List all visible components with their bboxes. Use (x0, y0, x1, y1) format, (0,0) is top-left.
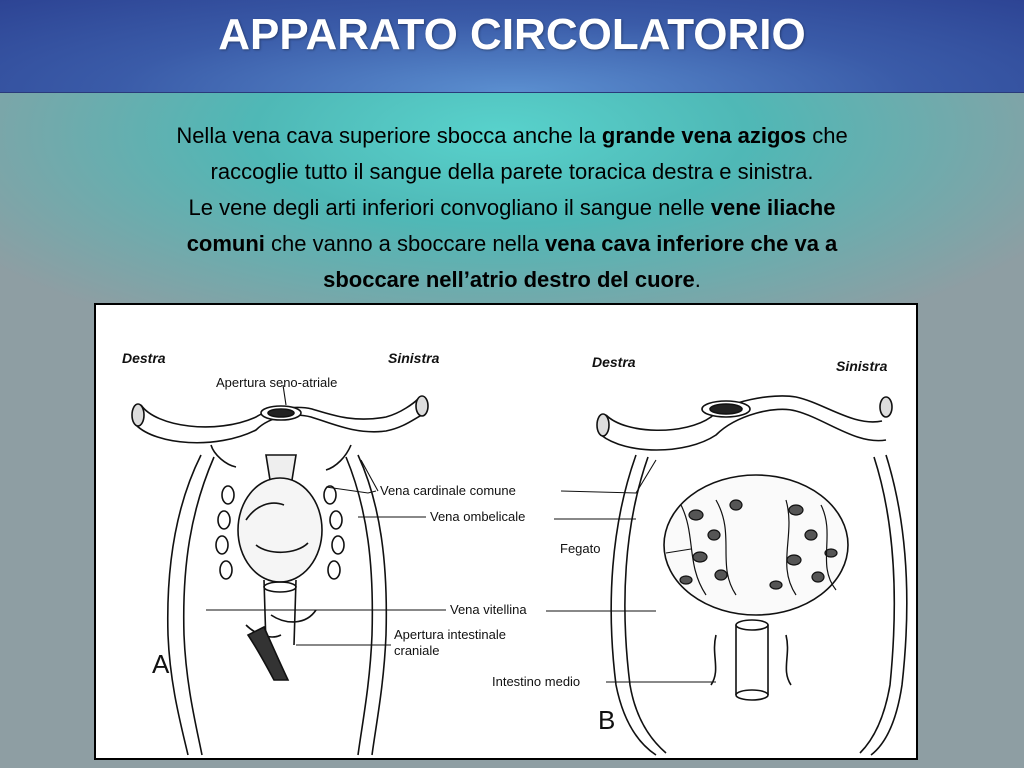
b-destra-label: Destra (592, 354, 636, 370)
text-line-5b: . (694, 267, 701, 292)
panel-b-drawing (597, 396, 907, 755)
text-line-4a: comuni (186, 231, 265, 256)
fegato-label: Fegato (560, 541, 601, 556)
text-line-2: raccoglie tutto il sangue della parete toracica destra e sinistra. (210, 159, 814, 184)
apertura-intestinale-label: Apertura intestinale (394, 627, 507, 642)
panel-a-drawing (132, 396, 428, 755)
text-line-4b: che vanno a sboccare nella (264, 231, 545, 256)
apertura-craniale-label: craniale (394, 643, 440, 658)
vessel-chain-left (216, 486, 234, 579)
a-sinistra-label: Sinistra (388, 350, 440, 366)
text-line-5a: sboccare nell’atrio destro del cuore (323, 267, 695, 292)
vena-ombelicale-label: Vena ombelicale (430, 509, 526, 524)
text-line-3a: Le vene degli arti inferiori convogliano il sangue nelle (188, 195, 711, 220)
description-text (40, 118, 984, 298)
vessel-chain-right (324, 486, 344, 579)
title-bar (0, 0, 1024, 93)
apertura-seno-label: Apertura seno-atriale (216, 375, 338, 390)
vena-vitellina-label: Vena vitellina (450, 602, 527, 617)
text-line-1c: che (806, 123, 848, 148)
b-sinistra-label: Sinistra (836, 358, 888, 374)
embryo-figure (94, 303, 918, 760)
vena-cardinale-label: Vena cardinale comune (380, 483, 516, 498)
slide-title: APPARATO CIRCOLATORIO (218, 10, 806, 59)
text-line-4c: vena cava inferiore che va a (545, 231, 838, 256)
text-line-1a: Nella vena cava superiore sbocca anche la (176, 123, 602, 148)
panel-a-letter: A (152, 649, 170, 679)
panel-b-letter: B (598, 705, 616, 735)
a-destra-label: Destra (122, 350, 166, 366)
text-line-3b: vene iliache (710, 195, 836, 220)
embryo-diagram (96, 305, 916, 758)
text-line-1b: grande vena azigos (601, 123, 807, 148)
intestino-medio-label: Intestino medio (492, 674, 581, 689)
